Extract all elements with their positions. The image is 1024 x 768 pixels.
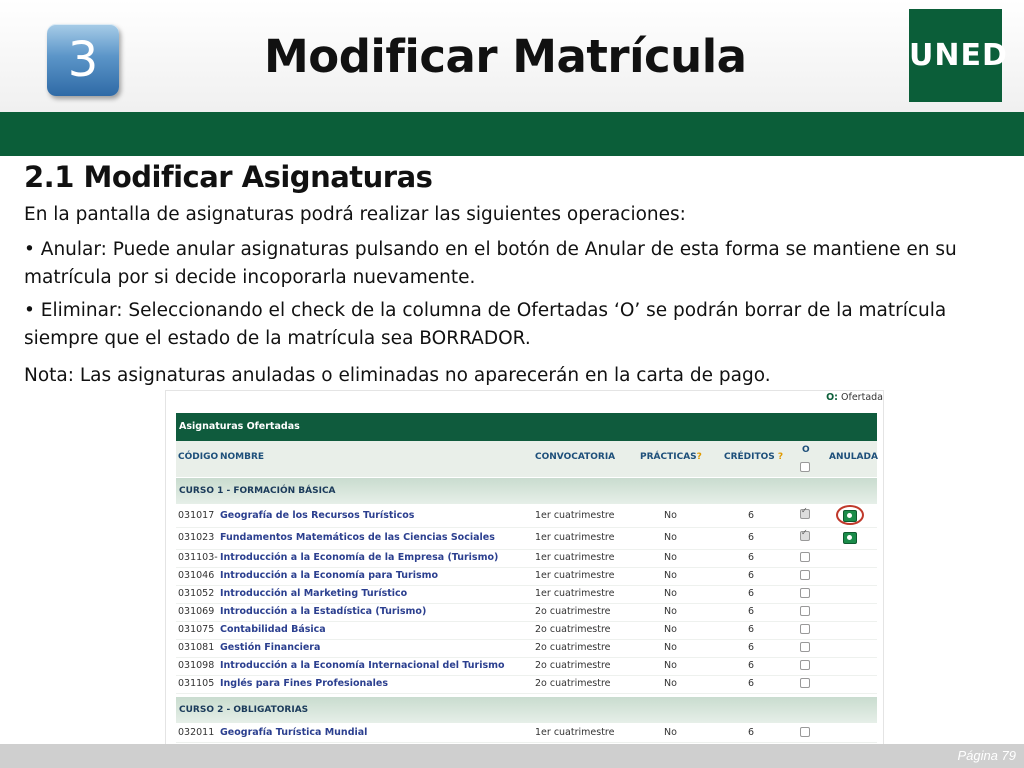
cell-name[interactable]: Introducción al Marketing Turístico <box>220 588 408 599</box>
cell-code: 031017 <box>178 510 215 521</box>
offered-checkbox[interactable] <box>800 727 810 737</box>
table-row <box>176 505 877 528</box>
col-nombre: NOMBRE <box>220 452 265 462</box>
cell-practicas: No <box>664 678 677 689</box>
offered-checkbox[interactable] <box>800 624 810 634</box>
cell-practicas: No <box>664 510 677 521</box>
cell-name[interactable]: Geografía Turística Mundial <box>220 727 368 738</box>
cell-practicas: No <box>664 552 677 563</box>
cell-creditos: 6 <box>748 552 755 563</box>
offered-checkbox[interactable] <box>800 678 810 688</box>
cell-code: 031105 <box>178 678 215 689</box>
cell-convocatoria: 1er cuatrimestre <box>535 510 615 521</box>
cell-name[interactable]: Introducción a la Economía Internacional del Turismo <box>220 660 505 671</box>
legend-value: Ofertada <box>841 392 883 403</box>
cell-code: 032011 <box>178 727 215 738</box>
cell-code: 031103- <box>178 552 218 563</box>
cell-name[interactable]: Contabilidad Básica <box>220 624 326 635</box>
highlight-circle <box>836 505 864 525</box>
table-row <box>176 639 877 658</box>
offered-checkbox[interactable] <box>800 509 810 519</box>
cell-convocatoria: 1er cuatrimestre <box>535 727 615 738</box>
cell-code: 031098 <box>178 660 215 671</box>
offered-checkbox[interactable] <box>800 606 810 616</box>
offered-checkbox[interactable] <box>800 660 810 670</box>
select-all-checkbox[interactable] <box>800 462 810 472</box>
cell-name[interactable]: Introducción a la Estadística (Turismo) <box>220 606 427 617</box>
bullet-eliminar: • Eliminar: Seleccionando el check de la columna de Ofertadas ‘O’ se podrán borrar de la matrícula siempre que el estado de la matrícula sea BORRADOR. <box>24 300 947 349</box>
cell-convocatoria: 1er cuatrimestre <box>535 532 615 543</box>
cell-convocatoria: 1er cuatrimestre <box>535 588 615 599</box>
table-row <box>176 621 877 640</box>
col-creditos <box>724 452 783 462</box>
offered-checkbox[interactable] <box>800 552 810 562</box>
cell-convocatoria: 2o cuatrimestre <box>535 624 611 635</box>
cell-creditos: 6 <box>748 510 755 521</box>
uned-logo: UNED <box>909 9 1002 102</box>
cell-creditos: 6 <box>748 727 755 738</box>
help-icon[interactable]: ? <box>696 452 702 462</box>
col-o: O <box>802 445 810 455</box>
cell-practicas: No <box>664 660 677 671</box>
cell-practicas: No <box>664 606 677 617</box>
col-anulada: ANULADA <box>829 452 878 462</box>
cell-creditos: 6 <box>748 606 755 617</box>
cell-creditos: 6 <box>748 532 755 543</box>
legend-key: O: <box>826 392 838 403</box>
help-icon[interactable]: ? <box>777 452 784 462</box>
embedded-screenshot <box>166 391 883 763</box>
cell-convocatoria: 1er cuatrimestre <box>535 552 615 563</box>
group-header: CURSO 1 - FORMACIÓN BÁSICA <box>176 478 877 504</box>
cell-code: 031046 <box>178 570 215 581</box>
cell-creditos: 6 <box>748 642 755 653</box>
col-practicas <box>640 452 702 462</box>
cell-creditos: 6 <box>748 678 755 689</box>
note-text: Nota: Las asignaturas anuladas o eliminadas no aparecerán en la carta de pago. <box>24 365 771 386</box>
table-row <box>176 585 877 604</box>
cell-convocatoria: 2o cuatrimestre <box>535 660 611 671</box>
cell-code: 031069 <box>178 606 215 617</box>
table-header <box>176 441 877 477</box>
cell-code: 031081 <box>178 642 215 653</box>
group-header: CURSO 2 - OBLIGATORIAS <box>176 697 877 723</box>
cell-creditos: 6 <box>748 660 755 671</box>
cell-code: 031075 <box>178 624 215 635</box>
table-row <box>176 657 877 676</box>
cell-convocatoria: 2o cuatrimestre <box>535 678 611 689</box>
cell-name[interactable]: Introducción a la Economía de la Empresa (Turismo) <box>220 552 499 563</box>
cell-practicas: No <box>664 624 677 635</box>
col-convocatoria: CONVOCATORIA <box>535 452 616 462</box>
anular-button[interactable] <box>843 532 857 544</box>
table-row <box>176 567 877 586</box>
col-codigo: CÓDIGO <box>178 452 219 462</box>
cell-name[interactable]: Inglés para Fines Profesionales <box>220 678 389 689</box>
table-row <box>176 549 877 568</box>
footer-band <box>0 744 1024 768</box>
slide-title: Modificar Matrícula <box>264 30 747 83</box>
cell-code: 031052 <box>178 588 215 599</box>
cell-practicas: No <box>664 727 677 738</box>
header-band <box>0 112 1024 156</box>
cell-name[interactable]: Fundamentos Matemáticos de las Ciencias Sociales <box>220 532 495 543</box>
cell-convocatoria: 1er cuatrimestre <box>535 570 615 581</box>
cell-name[interactable]: Gestión Financiera <box>220 642 321 653</box>
cell-creditos: 6 <box>748 588 755 599</box>
page-number: Página 79 <box>957 748 1016 763</box>
table-row <box>176 527 877 550</box>
section-title: 2.1 Modificar Asignaturas <box>24 160 433 194</box>
panel-title: Asignaturas Ofertadas <box>176 413 877 441</box>
step-number-badge: 3 <box>47 24 119 96</box>
offered-checkbox[interactable] <box>800 642 810 652</box>
cell-convocatoria: 2o cuatrimestre <box>535 642 611 653</box>
offered-checkbox[interactable] <box>800 531 810 541</box>
cell-convocatoria: 2o cuatrimestre <box>535 606 611 617</box>
table-row <box>176 603 877 622</box>
cell-creditos: 6 <box>748 570 755 581</box>
cell-code: 031023 <box>178 532 215 543</box>
cell-name[interactable]: Introducción a la Economía para Turismo <box>220 570 439 581</box>
col-creditos-label: CRÉDITOS <box>724 452 775 462</box>
slide-header <box>0 0 1024 112</box>
legend <box>826 392 883 403</box>
cell-practicas: No <box>664 570 677 581</box>
table-row <box>176 724 877 743</box>
cell-creditos: 6 <box>748 624 755 635</box>
cell-practicas: No <box>664 588 677 599</box>
cell-name[interactable]: Geografía de los Recursos Turísticos <box>220 510 415 521</box>
col-practicas-label: PRÁCTICAS <box>640 452 697 462</box>
intro-text: En la pantalla de asignaturas podrá realizar las siguientes operaciones: <box>24 204 686 225</box>
offered-checkbox[interactable] <box>800 588 810 598</box>
table-row <box>176 675 877 694</box>
cell-practicas: No <box>664 532 677 543</box>
offered-checkbox[interactable] <box>800 570 810 580</box>
cell-practicas: No <box>664 642 677 653</box>
bullet-anular: • Anular: Puede anular asignaturas pulsando en el botón de Anular de esta forma se mantiene en su matrícula por si decide incoporarla nuevamente. <box>24 239 957 288</box>
